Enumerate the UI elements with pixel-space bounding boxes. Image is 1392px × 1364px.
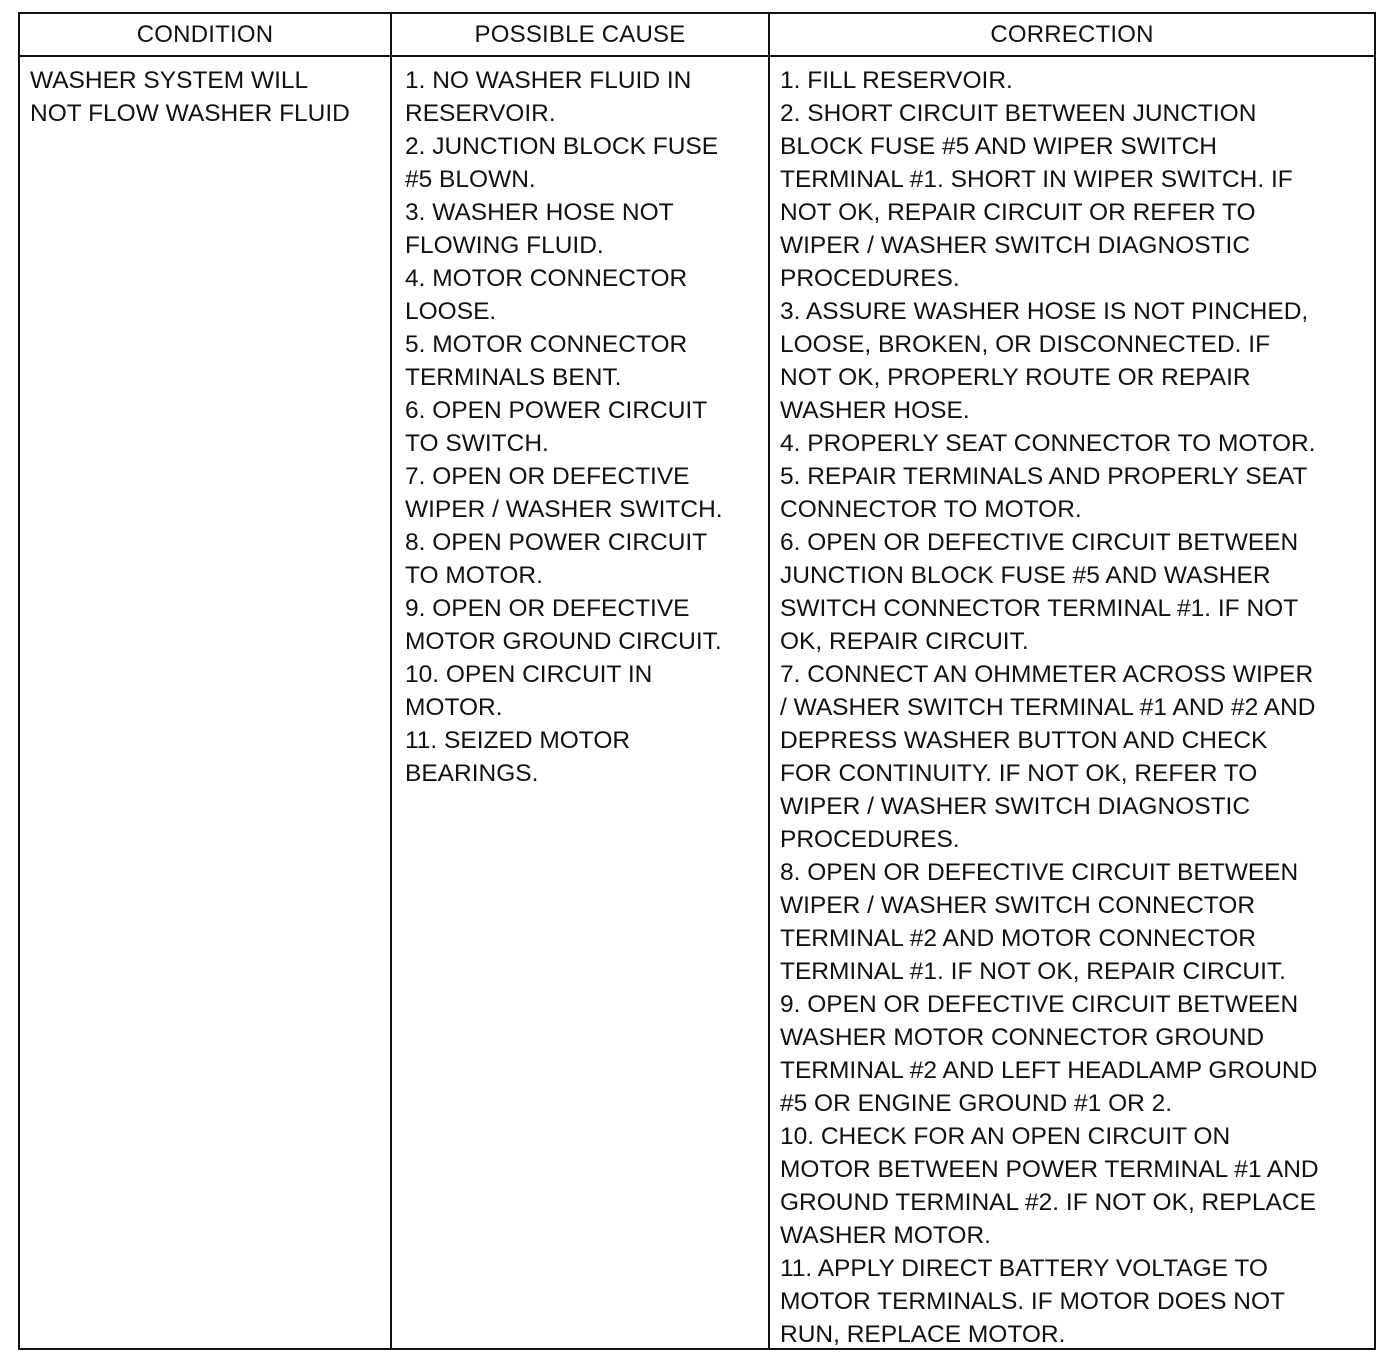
correction-text-line: CONNECTOR TO MOTOR. <box>780 496 1082 523</box>
condition-cell <box>30 64 386 130</box>
header-correction: CORRECTION <box>990 20 1154 48</box>
correction-text-line: / WASHER SWITCH TERMINAL #1 AND #2 AND <box>780 694 1316 721</box>
correction-text-line: PROCEDURES. <box>780 265 960 292</box>
column-divider <box>768 14 770 1348</box>
cause-text-line: RESERVOIR. <box>405 100 556 127</box>
correction-text-line: WIPER / WASHER SWITCH CONNECTOR <box>780 892 1256 919</box>
correction-text-line: OK, REPAIR CIRCUIT. <box>780 628 1029 655</box>
condition-text-line: WASHER SYSTEM WILL <box>30 67 309 94</box>
header-possible-cause: POSSIBLE CAUSE <box>474 20 686 48</box>
correction-text-line: TERMINAL #2 AND MOTOR CONNECTOR <box>780 925 1257 952</box>
cause-text-line: 11. SEIZED MOTOR <box>405 727 631 754</box>
correction-text-line: BLOCK FUSE #5 AND WIPER SWITCH <box>780 133 1217 160</box>
cause-text-line: 10. OPEN CIRCUIT IN <box>405 661 653 688</box>
correction-text-line: 5. REPAIR TERMINALS AND PROPERLY SEAT <box>780 463 1308 490</box>
correction-text-line: WIPER / WASHER SWITCH DIAGNOSTIC <box>780 232 1251 259</box>
cause-text-line: 8. OPEN POWER CIRCUIT <box>405 529 708 556</box>
correction-text-line: LOOSE, BROKEN, OR DISCONNECTED. IF <box>780 331 1271 358</box>
diagnosis-table <box>18 12 1376 1350</box>
cause-text-line: 1. NO WASHER FLUID IN <box>405 67 692 94</box>
cause-text-line: TO MOTOR. <box>405 562 543 589</box>
possible-cause-cell <box>405 64 765 790</box>
correction-text-line: JUNCTION BLOCK FUSE #5 AND WASHER <box>780 562 1271 589</box>
correction-text-line: WASHER MOTOR. <box>780 1222 991 1249</box>
cause-text-line: 5. MOTOR CONNECTOR <box>405 331 688 358</box>
correction-text-line: TERMINAL #1. IF NOT OK, REPAIR CIRCUIT. <box>780 958 1286 985</box>
correction-cell <box>780 64 1372 1351</box>
cause-text-line: 2. JUNCTION BLOCK FUSE <box>405 133 719 160</box>
correction-text-line: WASHER HOSE. <box>780 397 970 424</box>
cause-text-line: LOOSE. <box>405 298 497 325</box>
cause-text-line: MOTOR GROUND CIRCUIT. <box>405 628 722 655</box>
cause-text-line: TO SWITCH. <box>405 430 549 457</box>
cause-text-line: 6. OPEN POWER CIRCUIT <box>405 397 708 424</box>
condition-text-line: NOT FLOW WASHER FLUID <box>30 100 350 127</box>
cause-text-line: FLOWING FLUID. <box>405 232 604 259</box>
correction-text-line: 3. ASSURE WASHER HOSE IS NOT PINCHED, <box>780 298 1309 325</box>
correction-text-line: 8. OPEN OR DEFECTIVE CIRCUIT BETWEEN <box>780 859 1299 886</box>
correction-text-line: NOT OK, PROPERLY ROUTE OR REPAIR <box>780 364 1251 391</box>
correction-text-line: DEPRESS WASHER BUTTON AND CHECK <box>780 727 1268 754</box>
cause-text-line: 4. MOTOR CONNECTOR <box>405 265 688 292</box>
header-condition: CONDITION <box>136 20 274 48</box>
correction-text-line: MOTOR TERMINALS. IF MOTOR DOES NOT <box>780 1288 1286 1315</box>
correction-text-line: 2. SHORT CIRCUIT BETWEEN JUNCTION <box>780 100 1257 127</box>
correction-text-line: WASHER MOTOR CONNECTOR GROUND <box>780 1024 1265 1051</box>
correction-text-line: #5 OR ENGINE GROUND #1 OR 2. <box>780 1090 1173 1117</box>
correction-text-line: TERMINAL #1. SHORT IN WIPER SWITCH. IF <box>780 166 1293 193</box>
cause-text-line: TERMINALS BENT. <box>405 364 622 391</box>
cause-text-line: 7. OPEN OR DEFECTIVE <box>405 463 690 490</box>
cause-text-line: #5 BLOWN. <box>405 166 536 193</box>
correction-text-line: FOR CONTINUITY. IF NOT OK, REFER TO <box>780 760 1258 787</box>
correction-text-line: 1. FILL RESERVOIR. <box>780 67 1013 94</box>
correction-text-line: 10. CHECK FOR AN OPEN CIRCUIT ON <box>780 1123 1231 1150</box>
correction-text-line: 4. PROPERLY SEAT CONNECTOR TO MOTOR. <box>780 430 1316 457</box>
cause-text-line: WIPER / WASHER SWITCH. <box>405 496 723 523</box>
cause-text-line: 3. WASHER HOSE NOT <box>405 199 674 226</box>
correction-text-line: NOT OK, REPAIR CIRCUIT OR REFER TO <box>780 199 1256 226</box>
cause-text-line: 9. OPEN OR DEFECTIVE <box>405 595 690 622</box>
correction-text-line: PROCEDURES. <box>780 826 960 853</box>
correction-text-line: 11. APPLY DIRECT BATTERY VOLTAGE TO <box>780 1255 1268 1282</box>
correction-text-line: MOTOR BETWEEN POWER TERMINAL #1 AND <box>780 1156 1319 1183</box>
cause-text-line: MOTOR. <box>405 694 503 721</box>
column-divider <box>390 14 392 1348</box>
correction-text-line: 6. OPEN OR DEFECTIVE CIRCUIT BETWEEN <box>780 529 1299 556</box>
correction-text-line: TERMINAL #2 AND LEFT HEADLAMP GROUND <box>780 1057 1318 1084</box>
correction-text-line: 9. OPEN OR DEFECTIVE CIRCUIT BETWEEN <box>780 991 1299 1018</box>
correction-text-line: GROUND TERMINAL #2. IF NOT OK, REPLACE <box>780 1189 1316 1216</box>
correction-text-line: RUN, REPLACE MOTOR. <box>780 1321 1066 1348</box>
correction-text-line: WIPER / WASHER SWITCH DIAGNOSTIC <box>780 793 1251 820</box>
correction-text-line: SWITCH CONNECTOR TERMINAL #1. IF NOT <box>780 595 1299 622</box>
correction-text-line: 7. CONNECT AN OHMMETER ACROSS WIPER <box>780 661 1314 688</box>
cause-text-line: BEARINGS. <box>405 760 539 787</box>
